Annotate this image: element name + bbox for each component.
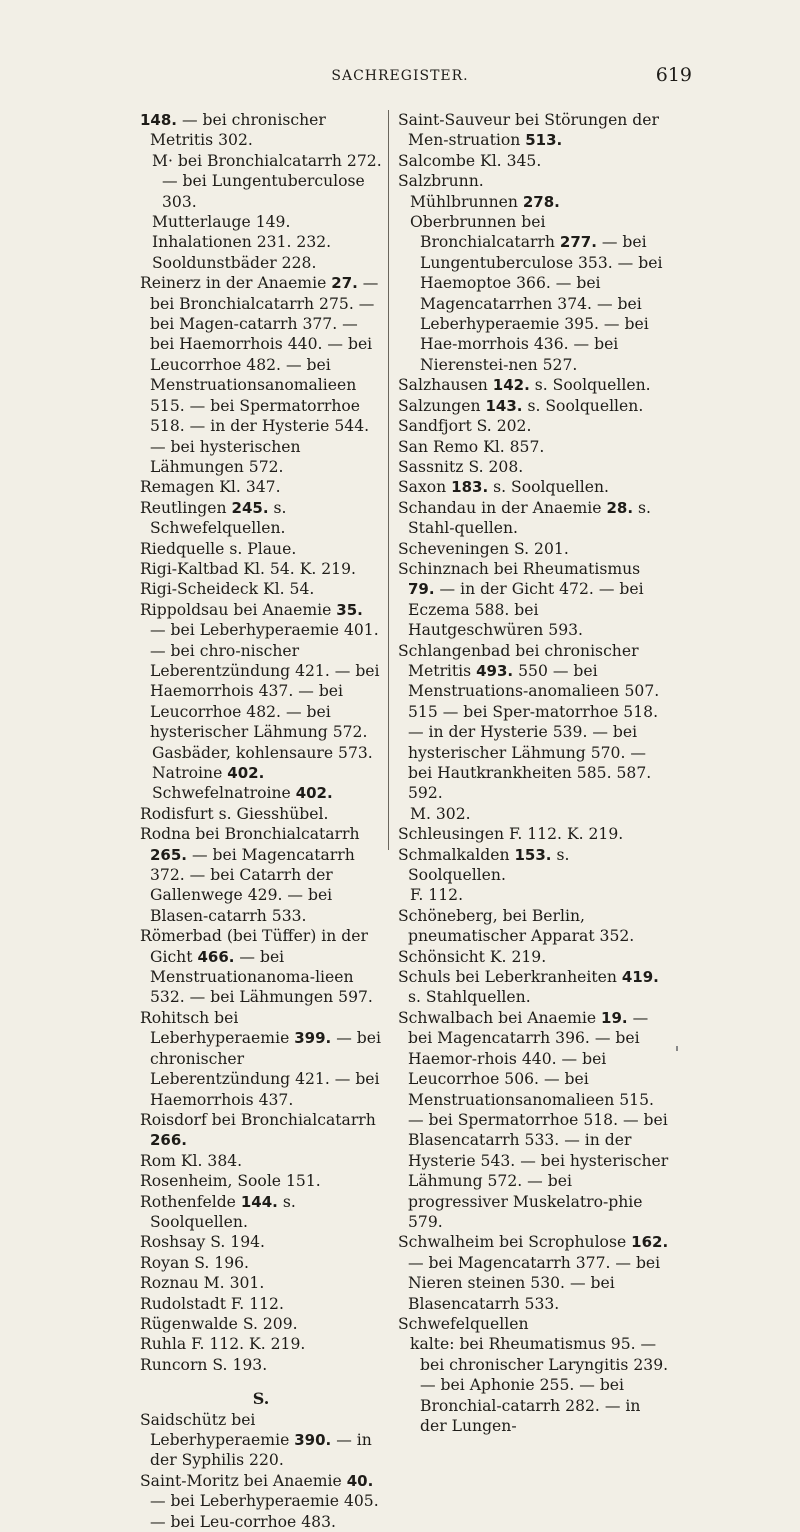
entry-text: Inhalationen 231. 232. (152, 233, 332, 252)
entry-text: Sooldunstbäder 228. (152, 253, 317, 272)
entry-text: Mühlbrunnen (410, 192, 523, 211)
index-entry (398, 559, 670, 641)
page-reference-bold: 265. (150, 845, 188, 864)
index-entry (140, 1471, 382, 1532)
page-reference-bold: 19. (601, 1008, 628, 1027)
index-entry (398, 375, 670, 395)
page-reference-bold: 143. (485, 396, 523, 415)
entry-text: Rothenfelde (140, 1192, 241, 1211)
index-entry (140, 1110, 382, 1151)
page-reference-bold: 402. (227, 764, 265, 782)
entry-text: Schandau in der Anaemie (398, 498, 607, 517)
entry-text: Mutterlauge 149. (152, 213, 291, 232)
entry-text: kalte: bei Rheumatismus 95. — bei chronischer Laryngitis 239. — bei Aphonie 255. — bei Bronchial-catarrh 282. — in der Lungen- (410, 1335, 669, 1435)
entry-text: Schinznach bei Rheumatismus (398, 559, 641, 578)
index-entry (398, 457, 670, 477)
entry-text: Rigi-Scheideck Kl. 54. (140, 580, 315, 599)
page-reference-bold: 148. (140, 111, 178, 129)
entry-text: Schwefelquellen (398, 1314, 529, 1333)
entry-text: s. Stahl-quellen. (408, 498, 651, 538)
entry-text: Schwalheim bei Scrophulose (398, 1233, 632, 1252)
index-entry (140, 783, 382, 803)
page-reference-bold: 493. (476, 661, 514, 680)
column-divider (388, 110, 389, 850)
index-entry (140, 1410, 382, 1471)
page-reference-bold: 277. (559, 233, 597, 252)
page-number: 619 (655, 64, 692, 86)
index-column-left (140, 110, 382, 1532)
entry-text: Sandfjort S. 202. (398, 417, 532, 436)
entry-text: Gasbäder, kohlensaure 573. (152, 743, 373, 762)
entry-text: Rigi-Kaltbad Kl. 54. K. 219. (140, 559, 356, 578)
entry-text: s. Stahlquellen. (408, 988, 531, 1007)
entry-text: F. 112. (410, 886, 464, 905)
entry-text: Natroine (152, 764, 228, 782)
entry-text: — bei chronischer Leberentzündung 421. — bei Haemorrhois 437. (150, 1029, 381, 1109)
index-entry (140, 1334, 382, 1354)
index-entry (140, 926, 382, 1008)
index-entry (398, 192, 670, 212)
entry-text: Rudolstadt F. 112. (140, 1294, 284, 1313)
page-reference-bold: 399. (294, 1029, 332, 1048)
entry-text: — in der Syphilis 220. (150, 1431, 372, 1470)
entry-text: Reinerz in der Anaemie (140, 274, 332, 293)
entry-text: Saidschütz bei Leberhyperaemie (140, 1410, 295, 1449)
entry-text: Salzhausen (398, 376, 493, 395)
index-entry (140, 1171, 382, 1191)
page-reference-bold: 183. (451, 478, 489, 497)
page-reference-bold: 40. (346, 1471, 374, 1490)
entry-text: — bei Magencatarrh 396. — bei Haemor-rhois 440. — bei Leucorrhoe 506. — bei Menstruationsanomalieen 515. — bei Spermatorrhoe 518. — bei Blasencatarrh 533. — in der Hysterie 543. — bei hysterischer Lähmung 572. — bei progressiver Muskelatro-phie 579. (408, 1008, 669, 1231)
page-reference-bold: 390. (294, 1431, 332, 1449)
page-reference-bold: 278. (522, 192, 560, 211)
entry-text: s. Soolquellen. (150, 1192, 296, 1231)
index-entry (140, 1192, 382, 1233)
index-entry (140, 824, 382, 926)
section-letter (140, 1389, 382, 1409)
entry-text: Oberbrunnen bei Bronchialcatarrh (410, 213, 560, 252)
page-reference-bold: 466. (197, 947, 235, 966)
entry-text: Scheveningen S. 201. (398, 539, 569, 558)
index-entry (140, 1151, 382, 1171)
page-reference-bold: 419. (621, 968, 659, 987)
entry-text: Rippoldsau bei Anaemie (140, 600, 337, 619)
entry-text: — bei Bronchialcatarrh 275. — bei Magen-catarrh 377. — bei Haemorrhois 440. — bei Leucorrhoe 482. — bei Menstruationsanomalieen 515. — bei Spermatorrhoe 518. — in der Hysterie 544. — bei hysterischen Lähmungen 572. (150, 274, 379, 476)
entry-text: Schwefelnatroine (152, 784, 296, 803)
entry-text: Schönsicht K. 219. (398, 947, 547, 966)
page-reference-bold: 142. (492, 376, 530, 395)
entry-text: Ruhla F. 112. K. 219. (140, 1335, 306, 1354)
index-entry (140, 1232, 382, 1252)
entry-text: San Remo Kl. 857. (398, 437, 545, 456)
page-reference-bold: 402. (295, 784, 333, 803)
index-entry (140, 539, 382, 559)
index-entry (140, 273, 382, 477)
index-entry (140, 477, 382, 497)
index-entry (140, 1008, 382, 1110)
index-entry (398, 845, 670, 886)
entry-text: Sassnitz S. 208. (398, 457, 524, 476)
index-entry (140, 804, 382, 824)
index-entry (140, 600, 382, 743)
index-entry (140, 253, 382, 273)
index-entry (398, 498, 670, 539)
entry-text: 550 — bei Menstruations-anomalieen 507. 515 — bei Sper-matorrhoe 518. — in der Hysterie 539. — bei hysterischer Lähmung 570. — bei Hautkrankheiten 585. 587. 592. (408, 661, 660, 803)
entry-text: — bei Menstruationanoma-lieen 532. — bei Lähmungen 597. (150, 947, 373, 1007)
index-entry (398, 1334, 670, 1436)
entry-text: Salcombe Kl. 345. (398, 151, 542, 170)
index-entry (140, 212, 382, 232)
entry-text: Roshsay S. 194. (140, 1233, 266, 1252)
index-entry (398, 1232, 670, 1314)
entry-text: — bei Leberhyperaemie 401. — bei chro-nischer Leberentzündung 421. — bei Haemorrhois 437. — bei Leucorrhoe 482. — bei hysterischer Lähmung 572. (150, 621, 380, 742)
entry-text: Schlangenbad bei chronischer Metritis (398, 641, 639, 680)
entry-text: Rodna bei Bronchialcatarrh (140, 825, 360, 844)
index-entry (140, 559, 382, 579)
entry-text: S. (252, 1389, 270, 1409)
page-reference-bold: 35. (336, 600, 363, 619)
entry-text: — bei Lungentuberculose 353. — bei Haemoptoe 366. — bei Magencatarrhen 374. — bei Leberhyperaemie 395. — bei Hae-morrhois 436. — bei Nierenstei-nen 527. (420, 233, 663, 374)
index-entry (398, 641, 670, 804)
entry-text: Rosenheim, Soole 151. (140, 1172, 321, 1191)
index-entry (140, 1273, 382, 1293)
index-entry (398, 396, 670, 416)
index-entry (398, 151, 670, 171)
entry-text: Rom Kl. 384. (140, 1151, 243, 1170)
index-entry (140, 151, 382, 212)
page-header (0, 62, 800, 92)
index-entry (398, 212, 670, 375)
page-reference-bold: 28. (606, 498, 634, 517)
entry-text: — bei Leberhyperaemie 405. — bei Leu-corrhoe 483. (150, 1492, 379, 1531)
index-entry (398, 885, 670, 905)
entry-text: Rügenwalde S. 209. (140, 1314, 298, 1333)
entry-text: Salzungen (398, 396, 486, 415)
index-entry (140, 1314, 382, 1334)
index-entry (398, 1008, 670, 1232)
entry-text: Schöneberg, bei Berlin, pneumatischer Apparat 352. (398, 906, 635, 946)
entry-text: M. 302. (410, 804, 471, 823)
entry-text: Roisdorf bei Bronchialcatarrh (140, 1110, 376, 1129)
entry-text: Royan S. 196. (140, 1253, 249, 1272)
index-entry (398, 539, 670, 559)
index-entry (398, 110, 670, 151)
index-entry (398, 824, 670, 844)
entry-text: Reutlingen (140, 498, 232, 517)
page-reference-bold: 144. (240, 1192, 278, 1211)
entry-text: Roznau M. 301. (140, 1274, 265, 1293)
index-entry (398, 171, 670, 191)
page-reference-bold: 513. (525, 131, 563, 150)
entry-text: Römerbad (bei Tüffer) in der Gicht (140, 927, 368, 966)
page-reference-bold: 245. (231, 498, 269, 517)
entry-text: — bei chronischer Metritis 302. (150, 111, 326, 150)
entry-text: Saint-Sauveur bei Störungen der Men-struation (398, 111, 659, 150)
entry-text: Rohitsch bei Leberhyperaemie (140, 1008, 295, 1048)
index-column-right (398, 110, 670, 1436)
page-reference-bold: 266. (150, 1131, 188, 1150)
entry-text: s. Soolquellen. (408, 845, 570, 885)
entry-text: — in der Gicht 472. — bei Eczema 588. bei Hautgeschwüren 593. (408, 580, 644, 640)
entry-text: Rodisfurt s. Giesshübel. (140, 804, 329, 823)
index-entry (398, 437, 670, 457)
entry-text: M· bei Bronchialcatarrh 272. — bei Lungentuberculose 303. (152, 151, 382, 211)
entry-text: Riedquelle s. Plaue. (140, 539, 297, 558)
index-entry (140, 579, 382, 599)
page-reference-bold: 79. (408, 580, 435, 599)
index-entry (398, 804, 670, 824)
print-speck (676, 1046, 678, 1051)
entry-text: s. Soolquellen. (529, 376, 651, 395)
running-title: SACHREGISTER. (331, 68, 469, 84)
page-reference-bold: 27. (331, 274, 358, 293)
index-entry (140, 498, 382, 539)
entry-text: s. Soolquellen. (522, 396, 644, 415)
entry-text: Runcorn S. 193. (140, 1355, 268, 1374)
entry-text: Schuls bei Leberkranheiten (398, 968, 622, 987)
page-reference-bold: 162. (631, 1233, 669, 1252)
entry-text: s. Schwefelquellen. (150, 498, 287, 538)
index-entry (140, 1294, 382, 1314)
entry-text: Schmalkalden (398, 845, 515, 864)
entry-text: Schleusingen F. 112. K. 219. (398, 825, 624, 844)
index-entry (398, 1314, 670, 1334)
entry-text: Schwalbach bei Anaemie (398, 1008, 602, 1027)
page-reference-bold: 153. (514, 845, 552, 864)
entry-text: Salzbrunn. (398, 172, 484, 191)
index-entry (140, 110, 382, 151)
index-entry (140, 1355, 382, 1375)
index-entry (398, 906, 670, 947)
index-entry (398, 477, 670, 497)
entry-text: Saxon (398, 478, 452, 497)
index-entry (140, 232, 382, 252)
index-entry (140, 763, 382, 783)
entry-text: — bei Magencatarrh 377. — bei Nieren steinen 530. — bei Blasencatarrh 533. (408, 1253, 661, 1313)
entry-text: Saint-Moritz bei Anaemie (140, 1471, 347, 1490)
index-entry (140, 1253, 382, 1273)
index-entry (398, 967, 670, 1008)
index-entry (398, 947, 670, 967)
entry-text: s. Soolquellen. (488, 478, 609, 497)
entry-text: — bei Magencatarrh 372. — bei Catarrh der Gallenwege 429. — bei Blasen-catarrh 533. (150, 845, 355, 925)
index-entry (140, 743, 382, 763)
entry-text: Remagen Kl. 347. (140, 478, 281, 497)
index-entry (398, 416, 670, 436)
